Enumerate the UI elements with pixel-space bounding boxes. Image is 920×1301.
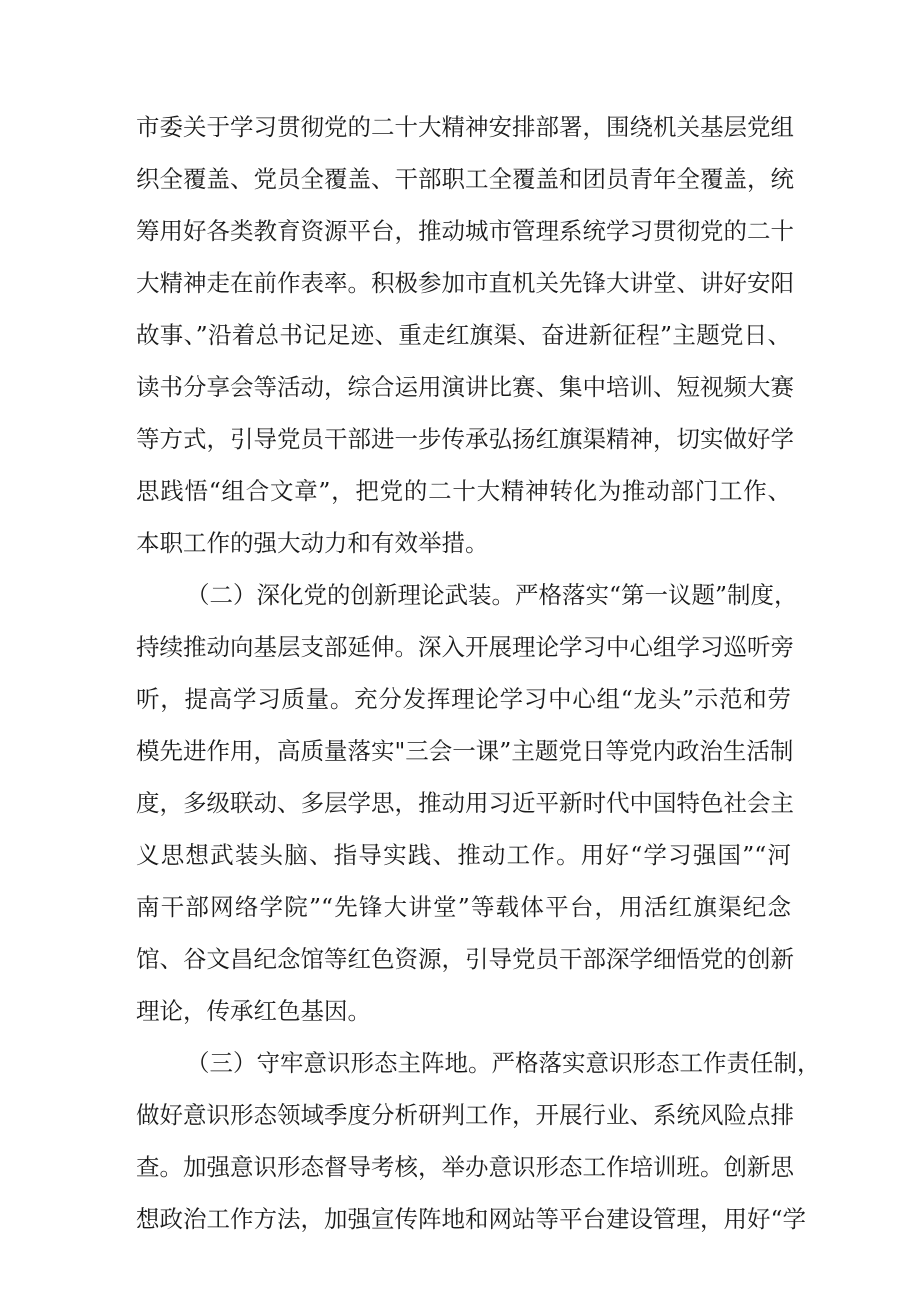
- paragraph-1-line-4: 大精神走在前作表率。积极参加市直机关先锋大讲堂、讲好安阳: [136, 269, 794, 297]
- paragraph-1-line-7: 等方式，引导党员干部进一步传承弘扬红旗渠精神，切实做好学: [136, 425, 794, 453]
- paragraph-3-line-2: 做好意识形态领域季度分析研判工作，开展行业、系统风险点排: [136, 1101, 794, 1129]
- paragraph-2-line-1: （二）深化党的创新理论武装。严格落实“第一议题”制度，: [186, 581, 798, 609]
- paragraph-2-line-6: 义思想武装头脑、指导实践、推动工作。用好“学习强国”“河: [136, 841, 791, 869]
- paragraph-1-line-3: 筹用好各类教育资源平台，推动城市管理系统学习贯彻党的二十: [136, 217, 794, 245]
- paragraph-1-line-1: 市委关于学习贯彻党的二十大精神安排部署，围绕机关基层党组: [136, 113, 794, 141]
- paragraph-2-line-3: 听，提高学习质量。充分发挥理论学习中心组“龙头”示范和劳: [136, 685, 791, 713]
- paragraph-1-line-2: 织全覆盖、党员全覆盖、干部职工全覆盖和团员青年全覆盖，统: [136, 165, 794, 193]
- paragraph-2-line-9: 理论，传承红色基因。: [136, 997, 371, 1025]
- paragraph-1-line-8: 思践悟“组合文章”，把党的二十大精神转化为推动部门工作、: [136, 477, 791, 505]
- paragraph-3-line-1: （三）守牢意识形态主阵地。严格落实意识形态工作责任制，: [186, 1049, 821, 1077]
- paragraph-1-line-5: 故事、”沿着总书记足迹、重走红旗渠、奋进新征程”主题党日、: [136, 321, 791, 349]
- paragraph-2-line-4: 模先进作用，高质量落实"三会一课”主题党日等党内政治生活制: [136, 737, 794, 765]
- paragraph-3-line-3: 查。加强意识形态督导考核，举办意识形态工作培训班。创新思: [136, 1153, 794, 1181]
- paragraph-1-line-9: 本职工作的强大动力和有效举措。: [136, 529, 489, 557]
- paragraph-2-line-7: 南干部网络学院”“先锋大讲堂”等载体平台，用活红旗渠纪念: [136, 893, 791, 921]
- paragraph-1-line-6: 读书分享会等活动，综合运用演讲比赛、集中培训、短视频大赛: [136, 373, 794, 401]
- paragraph-2-line-2: 持续推动向基层支部延伸。深入开展理论学习中心组学习巡听旁: [136, 633, 794, 661]
- paragraph-2-line-8: 馆、谷文昌纪念馆等红色资源，引导党员干部深学细悟党的创新: [136, 945, 794, 973]
- paragraph-2-line-5: 度，多级联动、多层学思，推动用习近平新时代中国特色社会主: [136, 789, 794, 817]
- paragraph-3-line-4: 想政治工作方法，加强宣传阵地和网站等平台建设管理，用好“学: [136, 1205, 807, 1233]
